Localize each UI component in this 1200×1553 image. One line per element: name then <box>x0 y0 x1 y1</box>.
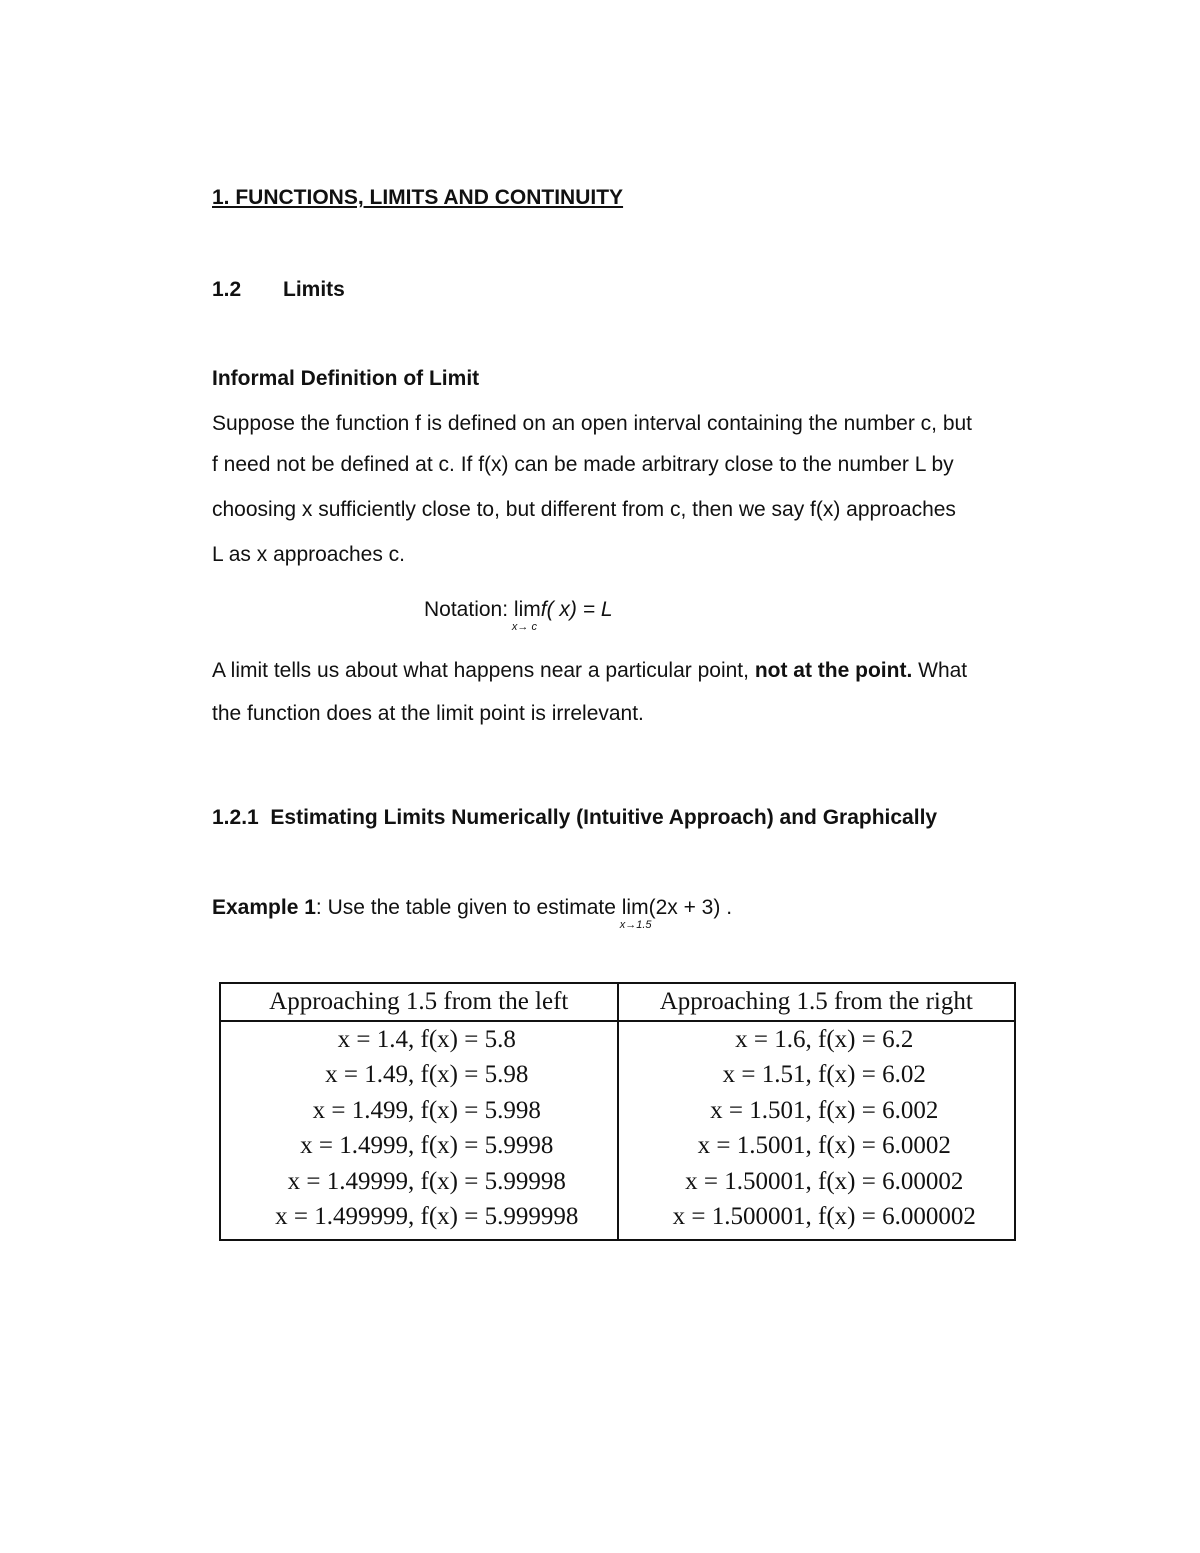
example-lim-word: lim <box>621 896 649 919</box>
table-row <box>220 1093 1015 1129</box>
header-right: Approaching 1.5 from the right <box>618 983 1016 1021</box>
values-table <box>219 982 1016 1241</box>
left-f: f(x) = 5.999998 <box>420 1203 579 1231</box>
table-row <box>220 1058 1015 1094</box>
notation-label: Notation: <box>424 598 509 621</box>
subsection-title: Estimating Limits Numerically (Intuitive Approach) and Graphically <box>270 806 938 829</box>
right-f: f(x) = 6.2 <box>818 1025 914 1053</box>
example-label: Example 1 <box>212 896 316 919</box>
left-cell <box>220 1129 618 1165</box>
right-f: f(x) = 6.0002 <box>818 1132 951 1160</box>
left-f: f(x) = 5.9998 <box>420 1132 554 1160</box>
example-text: : Use the table given to estimate <box>315 896 622 919</box>
example-1 <box>212 896 733 931</box>
table-row <box>220 1021 1015 1058</box>
left-cell <box>220 1093 618 1129</box>
notation-expression: f( x) = L <box>540 598 613 621</box>
right-cell <box>618 1093 1016 1129</box>
right-f: f(x) = 6.000002 <box>818 1203 976 1231</box>
notation-lim <box>511 598 541 633</box>
left-cell <box>220 1200 618 1241</box>
table-header-row <box>220 983 1015 1021</box>
right-x: x = 1.500001, <box>672 1203 812 1231</box>
right-cell <box>618 1200 1016 1241</box>
definition-line-4: L as x approaches c. <box>212 543 405 566</box>
table-row <box>220 1164 1015 1200</box>
chapter-heading: 1. FUNCTIONS, LIMITS AND CONTINUITY <box>212 186 624 209</box>
example-lim-subscript: x→1.5 <box>619 919 652 931</box>
subsection-heading <box>212 806 937 830</box>
left-cell <box>220 1058 618 1094</box>
left-x: x = 1.49, <box>325 1061 415 1089</box>
table-row <box>220 1129 1015 1165</box>
section-number: 1.2 <box>212 278 242 301</box>
remark-line-1-bold: not at the point. <box>754 659 913 682</box>
right-f: f(x) = 6.00002 <box>818 1167 964 1195</box>
right-x: x = 1.51, <box>722 1061 812 1089</box>
right-x: x = 1.501, <box>710 1096 812 1124</box>
definition-line-1: Suppose the function f is defined on an open interval containing the number c, but <box>212 412 973 435</box>
example-expression: (2x + 3) <box>648 896 721 919</box>
example-end: . <box>720 896 733 919</box>
right-x: x = 1.5001, <box>697 1132 812 1160</box>
right-x: x = 1.6, <box>735 1025 812 1053</box>
table-row <box>220 1200 1015 1241</box>
left-cell <box>220 1164 618 1200</box>
left-x: x = 1.4999, <box>300 1132 415 1160</box>
right-cell <box>618 1129 1016 1165</box>
notation <box>424 598 613 633</box>
right-f: f(x) = 6.002 <box>818 1096 939 1124</box>
left-f: f(x) = 5.998 <box>420 1096 541 1124</box>
remark-line-1-pre: A limit tells us about what happens near a particular point, <box>212 659 755 682</box>
left-f: f(x) = 5.99998 <box>420 1167 566 1195</box>
notation-lim-word: lim <box>513 598 541 621</box>
remark-line-1 <box>212 659 967 683</box>
remark-line-1-post: What <box>912 659 968 682</box>
left-f: f(x) = 5.8 <box>420 1025 516 1053</box>
notation-lim-subscript: x→ c <box>511 621 537 633</box>
definition-line-3: choosing x sufficiently close to, but different from c, then we say f(x) approaches <box>212 498 956 521</box>
left-cell <box>220 1021 618 1058</box>
left-x: x = 1.499999, <box>275 1203 415 1231</box>
right-f: f(x) = 6.02 <box>818 1061 926 1089</box>
left-x: x = 1.4, <box>337 1025 415 1053</box>
definition-line-2: f need not be defined at c. If f(x) can be made arbitrary close to the number L by <box>212 453 954 476</box>
right-cell <box>618 1058 1016 1094</box>
example-lim <box>619 896 652 931</box>
right-cell <box>618 1021 1016 1058</box>
header-left: Approaching 1.5 from the left <box>220 983 618 1021</box>
definition-title: Informal Definition of Limit <box>212 367 480 390</box>
remark-line-2: the function does at the limit point is irrelevant. <box>212 702 644 725</box>
section-heading <box>212 278 345 302</box>
left-f: f(x) = 5.98 <box>420 1061 529 1089</box>
section-title: Limits <box>283 278 345 301</box>
right-x: x = 1.50001, <box>685 1167 812 1195</box>
left-x: x = 1.49999, <box>287 1167 415 1195</box>
subsection-number: 1.2.1 <box>212 806 259 829</box>
left-x: x = 1.499, <box>312 1096 415 1124</box>
right-cell <box>618 1164 1016 1200</box>
